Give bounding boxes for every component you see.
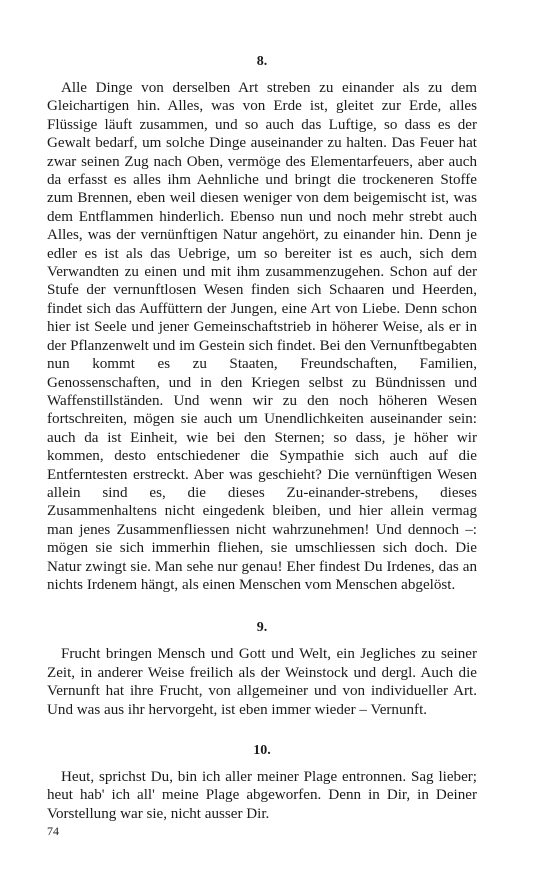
section-9 [47,620,477,719]
section-paragraph: Frucht bringen Mensch und Gott und Welt, ein Jegliches zu seiner Zeit, in anderer Weise freilich als der Weinstock und dergl. Auch die Vernunft hat ihre Frucht, von allgemeiner und von individueller Art. Und was aus ihr hervorgeht, ist eben immer wieder – Vernunft. [47,646,477,718]
section-heading: 8. [256,54,268,69]
section-heading: 9. [256,620,268,636]
section-paragraph: Heut, sprichst Du, bin ich aller meiner Plage entronnen. Sag lieber; heut hab' ich all' meine Plage abgeworfen. Denn in Dir, in Deiner Vorstellung war sie, nicht ausser Dir. [47,769,477,822]
page-number: 74 [47,824,59,838]
section-heading: 10. [253,743,271,758]
section-paragraph: Alle Dinge von derselben Art streben zu einander als zu dem Gleichartigen hin. Alles, was von Erde ist, gleitet zur Erde, alles Flüssige läuft zusammen, und so auch das Luftige, so dass es der Gewalt bedarf, um solche Dinge auseinander zu halten. Das Feuer hat zwar seinen Zug nach Oben, vermöge des Elementarfeuers, aber auch da erfasst es alles ihm Aehnliche und bringt die trockeneren Stoffe zum Brennen, eben weil diesen weniger von dem beigemischt ist, was dem Entflammen hinderlich. Ebenso nun und noch mehr strebt auch Alles, was der vernünftigen Natur angehört, zu einander hin. Denn je edler es ist als das Uebrige, um so bereiter ist es auch, sich dem Verwandten zu einen und mit ihm zusammenzugehen. Schon auf der Stufe der vernunftlosen Wesen finden sich Schaaren und Heerden, findet sich das Auffüttern der Jungen, eine Art von Liebe. Denn schon hier ist Seele und jener Gemeinschaftstrieb in höherer Weise, als er in der Pflanzenwelt und im Gestein sich findet. Bei den Vernunftbegabten nun kommt es zu Staaten, Freundschaften, Familien, Genossenschaften, und in den Kriegen selbst zu Bündnissen und Waffenstillständen. Und wenn wir zu den noch höheren Wesen fortschreiten, mögen sie auch um Unendlichkeiten auseinander sein: auch da ist Einheit, wie bei den Sternen; so dass, je höher wir kommen, desto entschiedener die Sympathie sich auch auf die Entferntesten erstreckt. Aber was geschieht? Die vernünftigen Wesen allein sind es, die dieses Zu-einander-strebens, dieses Zusammenhaltens nicht eingedenk bleiben, und hier allein vermag man jenes Zusammenfliessen nicht wahrzunehmen! Und dennoch –: mögen sie sich immerhin fliehen, sie umschliessen sich doch. Die Natur zwingt sie. Man sehe nur genau! Eher findest Du Irdenes, das an nichts Irdenem hängt, als einen Menschen vom Menschen abgelöst. [47,80,477,593]
section-10 [47,743,477,823]
section-8 [47,54,477,594]
page-body [47,54,477,823]
